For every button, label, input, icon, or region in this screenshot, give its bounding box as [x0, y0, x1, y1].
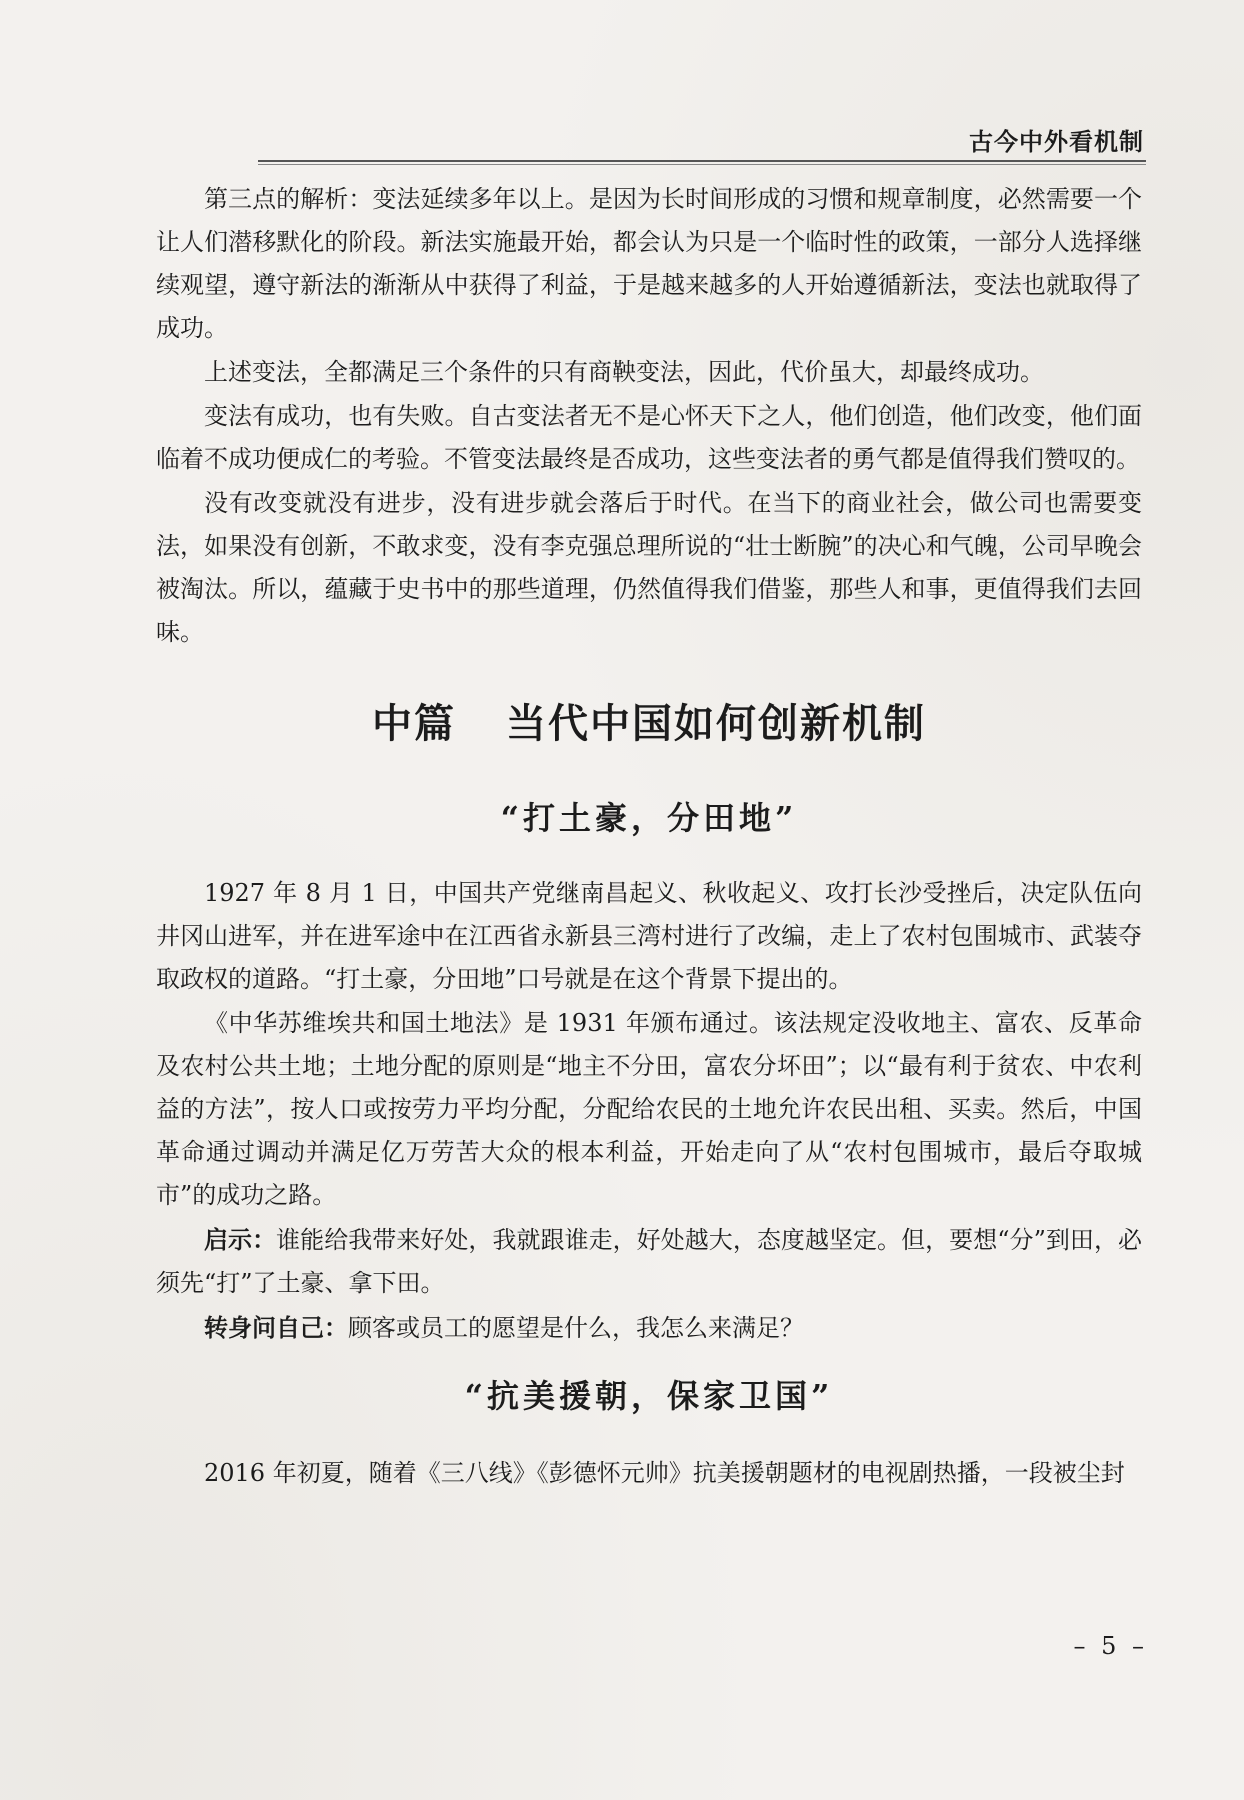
section-title: “抗美援朝，保家卫国”: [464, 1377, 834, 1415]
paragraph: 第三点的解析：变法延续多年以上。是因为长时间形成的习惯和规章制度，必然需要一个让人们潜移默化的阶段。新法实施最开始，都会认为只是一个临时性的政策，一部分人选择继续观望，遵守新法的渐渐从中获得了利益，于是越来越多的人开始遵循新法，变法也就取得了成功。: [156, 185, 1142, 342]
page-body: [156, 178, 1142, 1496]
part-title: [156, 694, 1142, 754]
paragraph: 变法有成功，也有失败。自古变法者无不是心怀天下之人，他们创造，他们改变，他们面临着不成功便成仁的考验。不管变法最终是否成功，这些变法者的勇气都是值得我们赞叹的。: [156, 402, 1142, 473]
part-label: 中篇: [372, 701, 456, 747]
insight-label: 启示：: [204, 1225, 277, 1254]
paragraph: 1927 年 8 月 1 日，中国共产党继南昌起义、秋收起义、攻打长沙受挫后，决定队伍向井冈山进军，并在进军途中在江西省永新县三湾村进行了改编，走上了农村包围城市、武装夺取政权的道路。“打土豪，分田地”口号就是在这个背景下提出的。: [156, 879, 1142, 993]
insight-paragraph: [156, 1218, 1142, 1305]
section-title: “打土豪，分田地”: [500, 799, 798, 837]
running-head: 古今中外看机制: [969, 127, 1144, 156]
header-rule-thin: [258, 164, 1146, 165]
reflect-label: 转身问自己：: [204, 1313, 348, 1342]
paragraph: 2016 年初夏，随着《三八线》《彭德怀元帅》抗美援朝题材的电视剧热播，一段被尘封: [204, 1459, 1125, 1487]
insight-text: 谁能给我带来好处，我就跟谁走，好处越大，态度越坚定。但，要想“分”到田，必须先“打”了土豪、拿下田。: [156, 1226, 1143, 1297]
page-number: – 5 –: [1073, 1632, 1148, 1660]
paragraph: 上述变法，全都满足三个条件的只有商鞅变法，因此，代价虽大，却最终成功。: [204, 358, 1044, 386]
header-rule: [258, 160, 1146, 162]
reflect-text: 顾客或员工的愿望是什么，我怎么来满足？: [348, 1314, 804, 1342]
paragraph: 没有改变就没有进步，没有进步就会落后于时代。在当下的商业社会，做公司也需要变法，如果没有创新，不敢求变，没有李克强总理所说的“壮士断腕”的决心和气魄，公司早晚会被淘汰。所以，蕴藏于史书中的那些道理，仍然值得我们借鉴，那些人和事，更值得我们去回味。: [156, 489, 1142, 646]
part-title-text: 当代中国如何创新机制: [506, 701, 926, 747]
reflect-paragraph: [156, 1306, 1142, 1350]
paragraph: 《中华苏维埃共和国土地法》是 1931 年颁布通过。该法规定没收地主、富农、反革命及农村公共土地；土地分配的原则是“地主不分田，富农分坏田”；以“最有利于贫农、中农利益的方法”，按人口或按劳力平均分配，分配给农民的土地允许农民出租、买卖。然后，中国革命通过调动并满足亿万劳苦大众的根本利益，开始走向了从“农村包围城市，最后夺取城市”的成功之路。: [156, 1009, 1142, 1209]
